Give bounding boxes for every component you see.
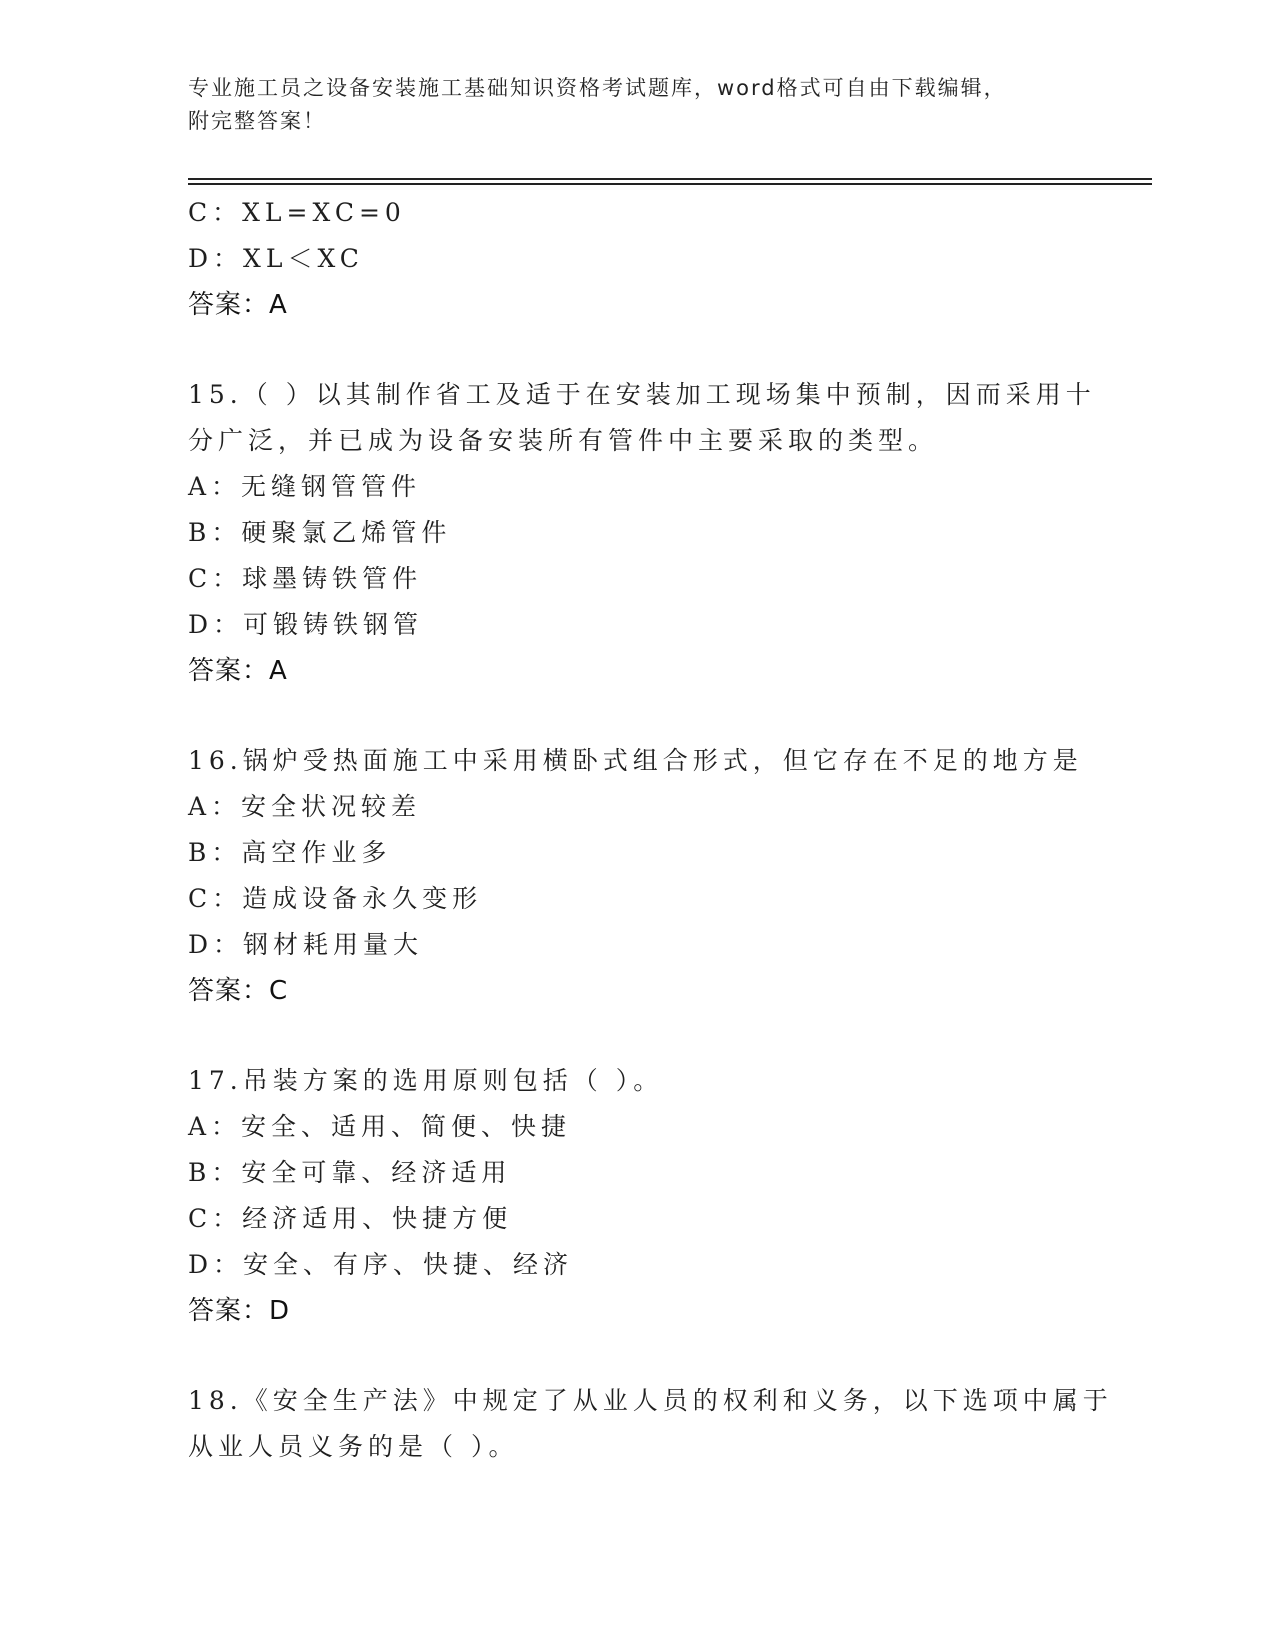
question-text-line: 从业人员义务的是（ ）。: [188, 1432, 519, 1461]
option-a: A：安全、适用、简便、快捷: [188, 1112, 572, 1141]
document-header: [188, 72, 1068, 138]
question-text-line: 15.（ ）以其制作省工及适于在安装加工现场集中预制，因而采用十: [188, 380, 1096, 409]
question-text-line: 17.吊装方案的选用原则包括（ ）。: [188, 1066, 664, 1095]
option-c: C：造成设备永久变形: [188, 884, 483, 913]
header-line-2: 附完整答案！: [188, 109, 326, 133]
partial-question: [188, 190, 1128, 328]
answer-value: A: [269, 656, 287, 686]
question-text-line: 分广泛，并已成为设备安装所有管件中主要采取的类型。: [188, 426, 939, 455]
question-15: [188, 372, 1128, 694]
answer-line: [188, 1288, 1128, 1334]
option-b: B：安全可靠、经济适用: [188, 1158, 512, 1187]
header-line-1: 专业施工员之设备安装施工基础知识资格考试题库，word格式可自由下载编辑，: [188, 76, 1007, 100]
option-c: C：XL=XC=0: [188, 198, 406, 227]
answer-line: [188, 968, 1128, 1014]
option-a: A：安全状况较差: [188, 792, 422, 821]
option-c: C：经济适用、快捷方便: [188, 1204, 513, 1233]
question-text-line: 18.《安全生产法》中规定了从业人员的权利和义务，以下选项中属于: [188, 1386, 1113, 1415]
header-rule-top: [188, 178, 1152, 180]
answer-label: 答案：: [188, 976, 270, 1006]
answer-value: C: [269, 976, 288, 1006]
option-b: B：高空作业多: [188, 838, 392, 867]
option-c: C：球墨铸铁管件: [188, 564, 423, 593]
question-text-line: 16.锅炉受热面施工中采用横卧式组合形式，但它存在不足的地方是: [188, 746, 1083, 775]
header-rule-bottom: [188, 183, 1152, 185]
question-18: [188, 1378, 1128, 1470]
question-17: [188, 1058, 1128, 1334]
option-d: D：可锻铸铁钢管: [188, 610, 424, 639]
answer-value: D: [269, 1296, 290, 1326]
answer-label: 答案：: [188, 290, 270, 320]
question-16: [188, 738, 1128, 1014]
answer-line: [188, 648, 1128, 694]
option-d: D：安全、有序、快捷、经济: [188, 1250, 574, 1279]
option-d: D：钢材耗用量大: [188, 930, 424, 959]
option-a: A：无缝钢管管件: [188, 472, 422, 501]
option-d: D：XL＜XC: [188, 244, 364, 273]
answer-label: 答案：: [188, 1296, 270, 1326]
answer-line: [188, 282, 1128, 328]
option-b: B：硬聚氯乙烯管件: [188, 518, 452, 547]
answer-value: A: [269, 290, 287, 320]
answer-label: 答案：: [188, 656, 270, 686]
question-list: [188, 190, 1128, 1470]
